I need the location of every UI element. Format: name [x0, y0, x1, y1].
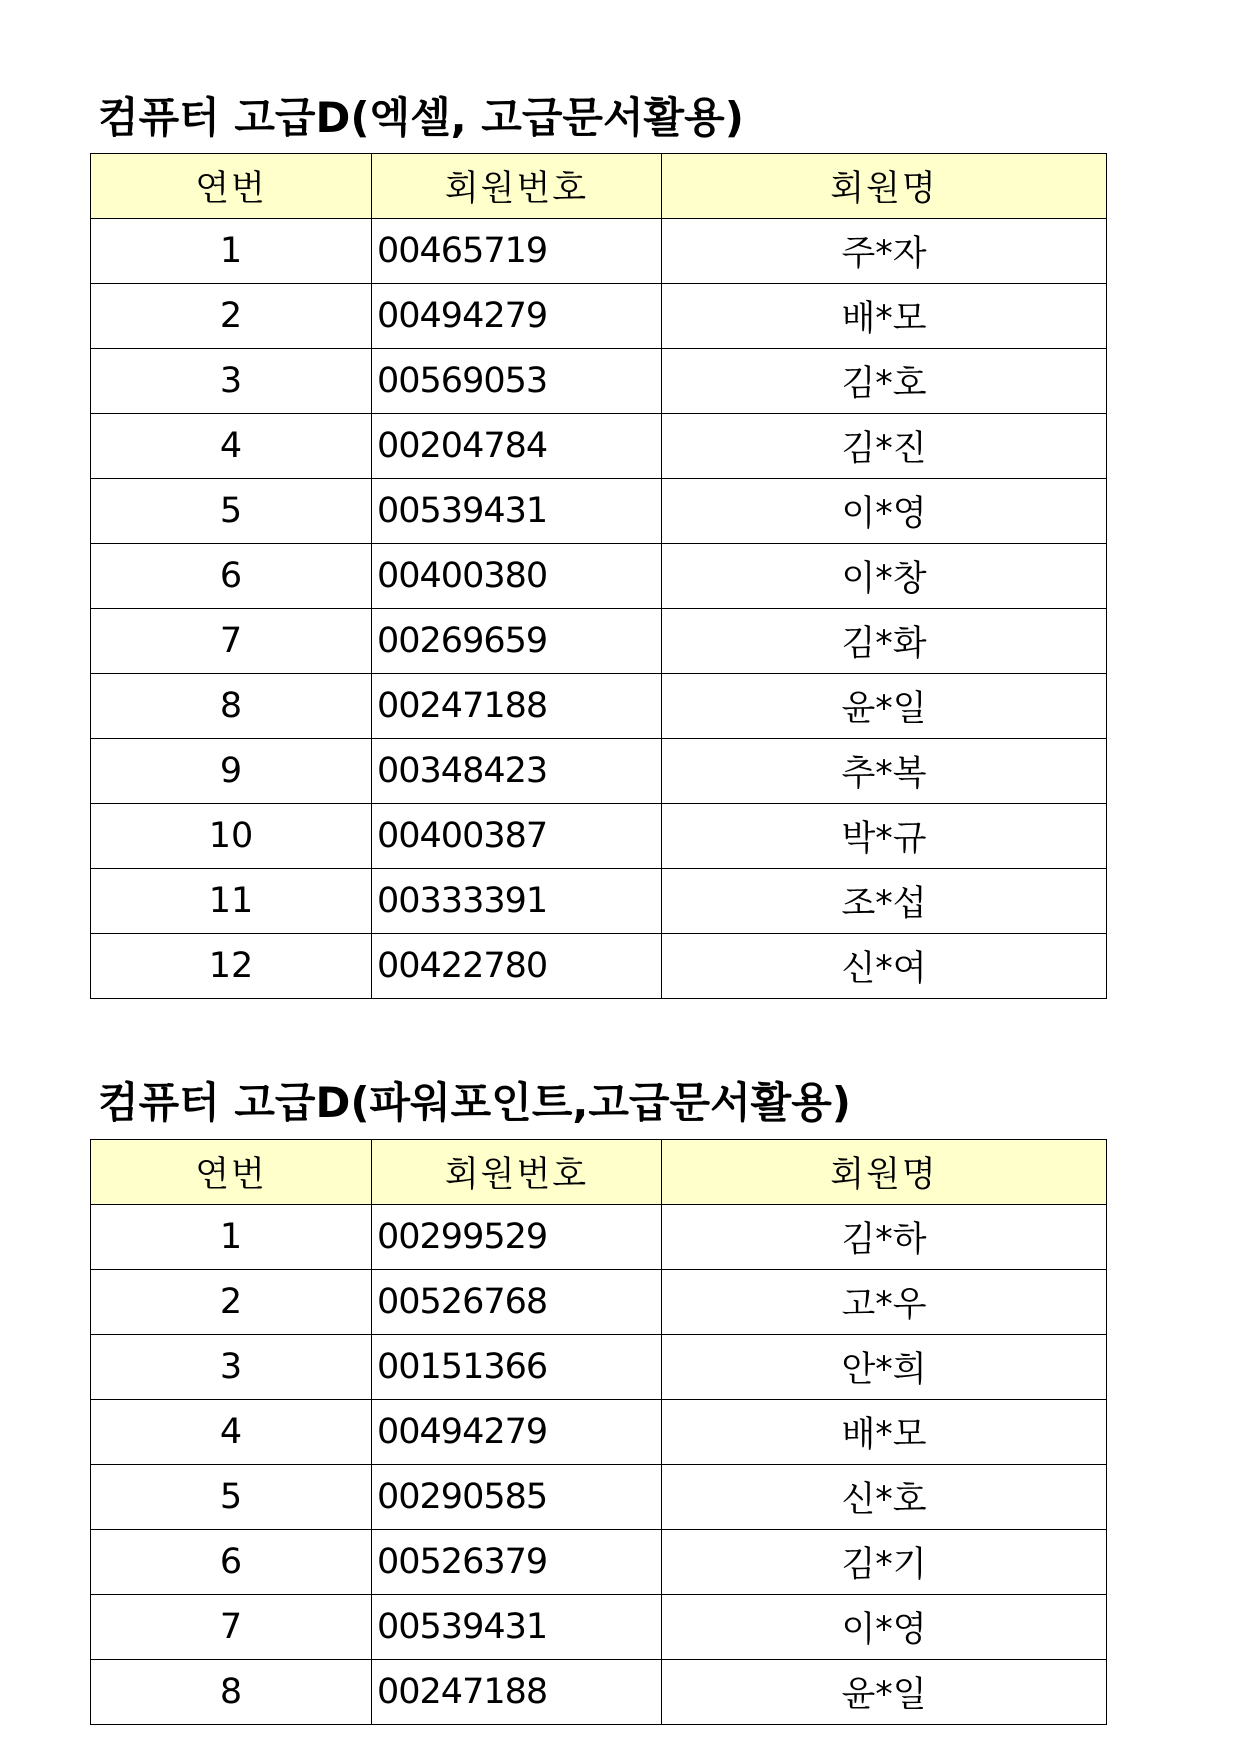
member-name: 안*희	[662, 1335, 1107, 1400]
member-name: 김*진	[662, 414, 1107, 479]
member-id: 00299529	[372, 1205, 662, 1270]
member-name: 배*모	[662, 1400, 1107, 1465]
member-id: 00333391	[372, 869, 662, 934]
table-row	[91, 1595, 1107, 1660]
member-id: 00526768	[372, 1270, 662, 1335]
row-number: 6	[91, 544, 372, 609]
member-name: 이*영	[662, 1595, 1107, 1660]
table-row	[91, 349, 1107, 414]
member-id: 00204784	[372, 414, 662, 479]
member-id: 00247188	[372, 1660, 662, 1725]
table-row	[91, 739, 1107, 804]
table-row	[91, 284, 1107, 349]
column-header-number: 연번	[91, 154, 372, 219]
section-title-excel: 컴퓨터 고급D(엑셀, 고급문서활용)	[98, 93, 744, 142]
member-name: 신*여	[662, 934, 1107, 999]
column-header-member-id: 회원번호	[372, 154, 662, 219]
member-id: 00247188	[372, 674, 662, 739]
member-id: 00539431	[372, 479, 662, 544]
row-number: 4	[91, 414, 372, 479]
member-id: 00290585	[372, 1465, 662, 1530]
member-name: 김*하	[662, 1205, 1107, 1270]
row-number: 3	[91, 349, 372, 414]
row-number: 2	[91, 284, 372, 349]
member-id: 00465719	[372, 219, 662, 284]
member-id: 00569053	[372, 349, 662, 414]
table-row	[91, 869, 1107, 934]
row-number: 8	[91, 674, 372, 739]
row-number: 4	[91, 1400, 372, 1465]
row-number: 9	[91, 739, 372, 804]
member-id: 00422780	[372, 934, 662, 999]
member-name: 배*모	[662, 284, 1107, 349]
member-id: 00494279	[372, 1400, 662, 1465]
section-title-powerpoint: 컴퓨터 고급D(파워포인트,고급문서활용)	[98, 1078, 851, 1127]
member-name: 윤*일	[662, 674, 1107, 739]
table-row	[91, 1660, 1107, 1725]
row-number: 11	[91, 869, 372, 934]
member-id: 00348423	[372, 739, 662, 804]
table-row	[91, 609, 1107, 674]
row-number: 1	[91, 219, 372, 284]
row-number: 8	[91, 1660, 372, 1725]
table-row	[91, 479, 1107, 544]
table-row	[91, 1400, 1107, 1465]
member-id: 00400380	[372, 544, 662, 609]
row-number: 12	[91, 934, 372, 999]
member-name: 고*우	[662, 1270, 1107, 1335]
member-id: 00494279	[372, 284, 662, 349]
table-row	[91, 1465, 1107, 1530]
column-header-number: 연번	[91, 1140, 372, 1205]
column-header-member-id: 회원번호	[372, 1140, 662, 1205]
table-row	[91, 1335, 1107, 1400]
member-name: 김*기	[662, 1530, 1107, 1595]
member-id: 00400387	[372, 804, 662, 869]
row-number: 6	[91, 1530, 372, 1595]
member-name: 이*창	[662, 544, 1107, 609]
member-name: 주*자	[662, 219, 1107, 284]
row-number: 5	[91, 1465, 372, 1530]
row-number: 2	[91, 1270, 372, 1335]
member-table-powerpoint	[90, 1139, 1107, 1725]
member-id: 00539431	[372, 1595, 662, 1660]
table-row	[91, 219, 1107, 284]
table-row	[91, 674, 1107, 739]
member-name: 조*섭	[662, 869, 1107, 934]
table-row	[91, 414, 1107, 479]
table-row	[91, 804, 1107, 869]
member-id: 00526379	[372, 1530, 662, 1595]
row-number: 3	[91, 1335, 372, 1400]
member-table-excel	[90, 153, 1107, 999]
member-name: 윤*일	[662, 1660, 1107, 1725]
table-row	[91, 934, 1107, 999]
member-id: 00269659	[372, 609, 662, 674]
table-header-row	[91, 1140, 1107, 1205]
member-name: 신*호	[662, 1465, 1107, 1530]
member-name: 김*화	[662, 609, 1107, 674]
member-id: 00151366	[372, 1335, 662, 1400]
table-row	[91, 1530, 1107, 1595]
row-number: 7	[91, 1595, 372, 1660]
member-name: 박*규	[662, 804, 1107, 869]
member-name: 이*영	[662, 479, 1107, 544]
table-header-row	[91, 154, 1107, 219]
row-number: 10	[91, 804, 372, 869]
table-row	[91, 544, 1107, 609]
table-row	[91, 1205, 1107, 1270]
table-row	[91, 1270, 1107, 1335]
column-header-member-name: 회원명	[662, 1140, 1107, 1205]
column-header-member-name: 회원명	[662, 154, 1107, 219]
member-name: 추*복	[662, 739, 1107, 804]
row-number: 7	[91, 609, 372, 674]
row-number: 1	[91, 1205, 372, 1270]
row-number: 5	[91, 479, 372, 544]
member-name: 김*호	[662, 349, 1107, 414]
